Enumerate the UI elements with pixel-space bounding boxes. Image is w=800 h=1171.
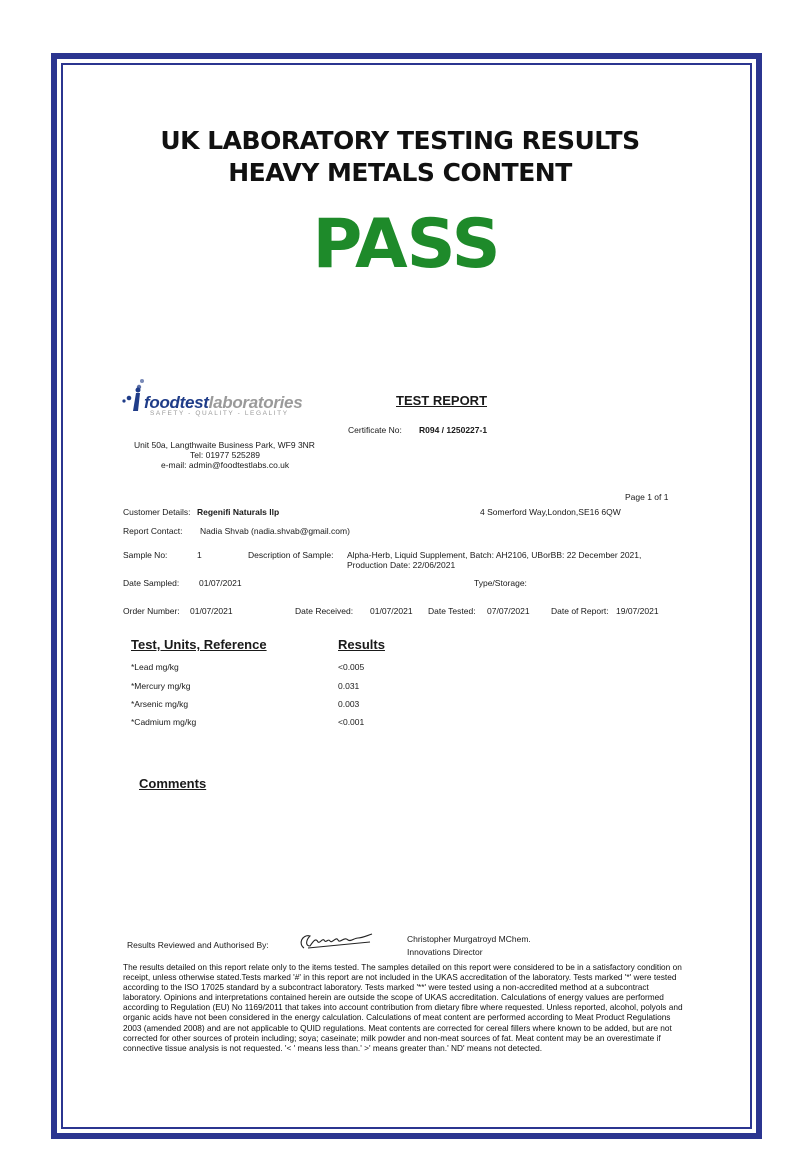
date-tested: 07/07/2021 xyxy=(487,606,530,616)
table-row-result: <0.005 xyxy=(338,662,365,672)
customer-label: Customer Details: xyxy=(123,507,191,517)
table-row-test: *Lead mg/kg xyxy=(131,662,179,672)
contact-value: Nadia Shvab (nadia.shvab@gmail.com) xyxy=(200,526,350,536)
authoriser-role: Innovations Director xyxy=(407,947,483,957)
order-number: 01/07/2021 xyxy=(190,606,233,616)
logo-tagline: SAFETY - QUALITY - LEGALITY xyxy=(150,410,289,417)
test-report-heading: TEST REPORT xyxy=(396,393,488,408)
table-row-test: *Arsenic mg/kg xyxy=(131,699,189,709)
contact-label: Report Contact: xyxy=(123,526,183,536)
results-header-test: Test, Units, Reference xyxy=(131,637,267,652)
comments-heading: Comments xyxy=(139,776,207,791)
table-row-result: <0.001 xyxy=(338,717,365,727)
title-line-1: UK LABORATORY TESTING RESULTS xyxy=(160,126,640,155)
sample-no: 1 xyxy=(197,550,202,560)
results-header-results: Results xyxy=(338,637,385,652)
order-number-label: Order Number: xyxy=(123,606,180,616)
date-of-report-label: Date of Report: xyxy=(551,606,609,616)
description-label: Description of Sample: xyxy=(248,550,334,560)
description-line-2: Production Date: 22/06/2021 xyxy=(347,560,456,570)
authorised-by-label: Results Reviewed and Authorised By: xyxy=(127,940,269,950)
customer-address: 4 Somerford Way,London,SE16 6QW xyxy=(480,507,621,517)
pass-status: PASS xyxy=(312,205,500,284)
lab-tel: Tel: 01977 525289 xyxy=(190,450,260,460)
table-row-result: 0.003 xyxy=(338,699,360,709)
customer-name: Regenifi Naturals llp xyxy=(197,507,280,517)
date-of-report: 19/07/2021 xyxy=(616,606,659,616)
title-line-2: HEAVY METALS CONTENT xyxy=(228,158,572,187)
logo-name-2: laboratories xyxy=(208,393,303,412)
page-number: Page 1 of 1 xyxy=(625,492,669,502)
signature-icon xyxy=(296,930,376,952)
sample-no-label: Sample No: xyxy=(123,550,168,560)
type-storage-label: Type/Storage: xyxy=(474,578,527,588)
date-received-label: Date Received: xyxy=(295,606,354,616)
description-line-1: Alpha-Herb, Liquid Supplement, Batch: AH2106, UBorBB: 22 December 2021, xyxy=(347,550,642,560)
table-row-test: *Mercury mg/kg xyxy=(131,681,191,691)
certificate-number: R094 / 1250227-1 xyxy=(419,425,488,435)
authoriser-name: Christopher Murgatroyd MChem. xyxy=(407,934,531,944)
certificate-label: Certificate No: xyxy=(348,425,402,435)
disclaimer-text: The results detailed on this report relate only to the items tested. The samples detailed on this report were considered to be in a satisfactory condition on receipt, unless otherwise stated.Tests marked '#' in this report are not included in the UKAS accreditation of the laboratory. Tests marked '*' were tested according to the ISO 17025 standard by a subcontract laboratory. Tests marked '**' were tested using a non-accredited method at a subcontract laboratory. Opinions and interpretations contained herein are outside the scope of UKAS accreditation. Calculations of energy values are performed according to Regulation (EU) No 1169/2011 that takes into account contribution from dietary fibre where requested. Unless reported, alcohol, polyols and organic acids have not been considered in the energy calculation. Calculations of meat content are performed according to Meat Product Regulations 2003 (amended 2008) and are not applicable to QUID regulations. Meat contents are corrected for cereal fillers where known to be added, but are not corrected for other sources of protein including; soya; caseinate; milk powder and non-meat sources of fat. Meat content may be an overestimate if connective tissue analysis is not requested. '< ' means less than.' >' means greater than.' ND' means not detected. xyxy=(123,962,683,1053)
date-sampled: 01/07/2021 xyxy=(199,578,242,588)
lab-email: e-mail: admin@foodtestlabs.co.uk xyxy=(161,460,290,470)
table-row-result: 0.031 xyxy=(338,681,360,691)
lab-address: Unit 50a, Langthwaite Business Park, WF9 3NR xyxy=(134,440,315,450)
date-tested-label: Date Tested: xyxy=(428,606,476,616)
date-received: 01/07/2021 xyxy=(370,606,413,616)
date-sampled-label: Date Sampled: xyxy=(123,578,180,588)
logo-name: foodtest xyxy=(144,393,209,412)
table-row-test: *Cadmium mg/kg xyxy=(131,717,197,727)
